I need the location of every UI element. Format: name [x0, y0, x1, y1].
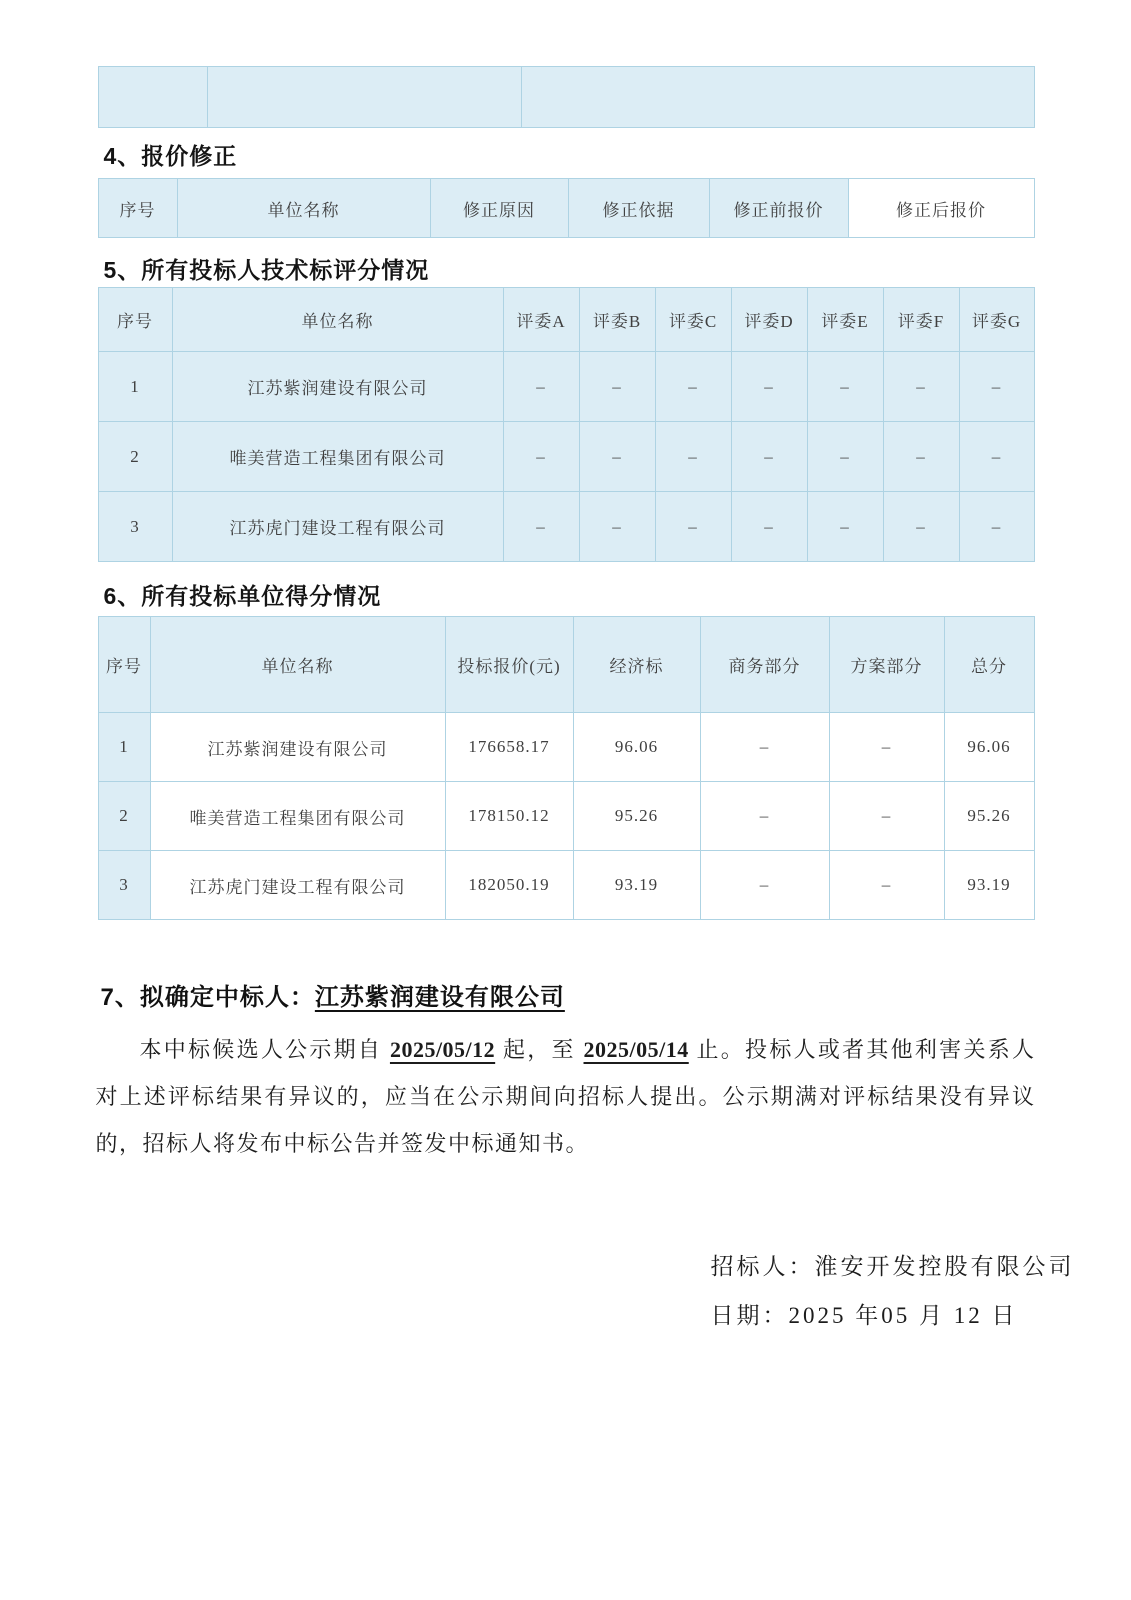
column-header: 总分 [944, 617, 1034, 713]
score-cell: – [883, 422, 959, 492]
column-header: 投标报价(元) [445, 617, 573, 713]
row-index: 2 [98, 782, 150, 851]
commercial-score: – [700, 713, 829, 782]
row-index: 1 [98, 352, 172, 422]
column-header: 商务部分 [700, 617, 829, 713]
score-cell: – [959, 422, 1034, 492]
economic-score: 93.19 [573, 851, 700, 920]
document-content [95, 0, 1075, 1330]
score-cell: – [731, 422, 807, 492]
table-row [98, 492, 1034, 562]
score-cell: – [731, 352, 807, 422]
score-cell: – [579, 492, 655, 562]
score-cell: – [655, 492, 731, 562]
column-header: 序号 [98, 179, 177, 238]
bid-price: 176658.17 [445, 713, 573, 782]
column-header: 序号 [98, 288, 172, 352]
notice-text: 起，至 [495, 1037, 584, 1062]
technical-score-table [98, 287, 1035, 562]
column-header: 单位名称 [177, 179, 430, 238]
section-title-total-scores: 6、所有投标单位得分情况 [103, 583, 382, 609]
company-name: 唯美营造工程集团有限公司 [172, 422, 503, 492]
table-row [98, 422, 1034, 492]
score-cell: – [807, 422, 883, 492]
tenderer-line: 招标人：淮安开发控股有限公司 [710, 1254, 1075, 1279]
price-correction-table [98, 178, 1035, 238]
row-index: 3 [98, 492, 172, 562]
column-header: 评委F [883, 288, 959, 352]
column-header: 评委B [579, 288, 655, 352]
table-header-row [98, 179, 1034, 238]
score-cell: – [503, 422, 579, 492]
company-name: 江苏紫润建设有限公司 [172, 352, 503, 422]
section-title-price-correction: 4、报价修正 [103, 143, 238, 169]
column-header: 方案部分 [829, 617, 944, 713]
company-name: 江苏虎门建设工程有限公司 [172, 492, 503, 562]
column-header: 评委A [503, 288, 579, 352]
commercial-score: – [700, 851, 829, 920]
continuation-table [98, 66, 1035, 128]
company-name: 唯美营造工程集团有限公司 [150, 782, 445, 851]
score-cell: – [807, 352, 883, 422]
total-score-table [98, 616, 1035, 920]
empty-cell [207, 67, 521, 128]
column-header: 修正原因 [430, 179, 568, 238]
winner-company-name: 江苏紫润建设有限公司 [314, 984, 565, 1011]
score-cell: – [579, 422, 655, 492]
table-row [98, 352, 1034, 422]
table-row [98, 851, 1034, 920]
table-header-row [98, 288, 1034, 352]
score-cell: – [959, 492, 1034, 562]
column-header: 修正后报价 [848, 179, 1034, 238]
economic-score: 96.06 [573, 713, 700, 782]
company-name: 江苏虎门建设工程有限公司 [150, 851, 445, 920]
company-name: 江苏紫润建设有限公司 [150, 713, 445, 782]
notice-text: 本中标候选人公示期自 [139, 1037, 390, 1062]
score-cell: – [655, 422, 731, 492]
table-row [98, 67, 1034, 128]
plan-score: – [829, 782, 944, 851]
column-header: 评委C [655, 288, 731, 352]
column-header: 单位名称 [172, 288, 503, 352]
table-header-row [98, 617, 1034, 713]
row-index: 2 [98, 422, 172, 492]
empty-cell [521, 67, 1034, 128]
row-index: 3 [98, 851, 150, 920]
total-score: 93.19 [944, 851, 1034, 920]
score-cell: – [579, 352, 655, 422]
table-row [98, 782, 1034, 851]
score-cell: – [959, 352, 1034, 422]
score-cell: – [883, 492, 959, 562]
score-cell: – [503, 352, 579, 422]
column-header: 修正依据 [568, 179, 709, 238]
empty-cell [98, 67, 207, 128]
date-line: 日期：2025 年05 月 12 日 [710, 1303, 1018, 1328]
column-header: 序号 [98, 617, 150, 713]
signature-block [710, 1253, 1075, 1330]
column-header: 评委G [959, 288, 1034, 352]
section-title-technical-scores: 5、所有投标人技术标评分情况 [103, 257, 430, 283]
column-header: 单位名称 [150, 617, 445, 713]
score-cell: – [503, 492, 579, 562]
bid-price: 182050.19 [445, 851, 573, 920]
notice-text: 止。投标人或者其他利害关系人对上述评标结果有异议的，应当在公示期间向招标人提出。公示期满对评标结果没有异议的，招标人将发布中标公告并签发中标通知书。 [95, 1037, 1036, 1156]
total-score: 95.26 [944, 782, 1034, 851]
public-notice-paragraph [96, 1026, 1036, 1167]
notice-end-date: 2025/05/14 [583, 1037, 689, 1062]
score-cell: – [883, 352, 959, 422]
column-header: 修正前报价 [709, 179, 848, 238]
row-index: 1 [98, 713, 150, 782]
winner-label: 7、拟确定中标人： [100, 984, 315, 1011]
section-title-proposed-winner [101, 984, 1034, 1012]
plan-score: – [829, 851, 944, 920]
commercial-score: – [700, 782, 829, 851]
total-score: 96.06 [944, 713, 1034, 782]
column-header: 评委D [731, 288, 807, 352]
score-cell: – [731, 492, 807, 562]
table-row [98, 713, 1034, 782]
economic-score: 95.26 [573, 782, 700, 851]
score-cell: – [655, 352, 731, 422]
bid-price: 178150.12 [445, 782, 573, 851]
column-header: 评委E [807, 288, 883, 352]
column-header: 经济标 [573, 617, 700, 713]
plan-score: – [829, 713, 944, 782]
score-cell: – [807, 492, 883, 562]
notice-start-date: 2025/05/12 [389, 1037, 496, 1062]
